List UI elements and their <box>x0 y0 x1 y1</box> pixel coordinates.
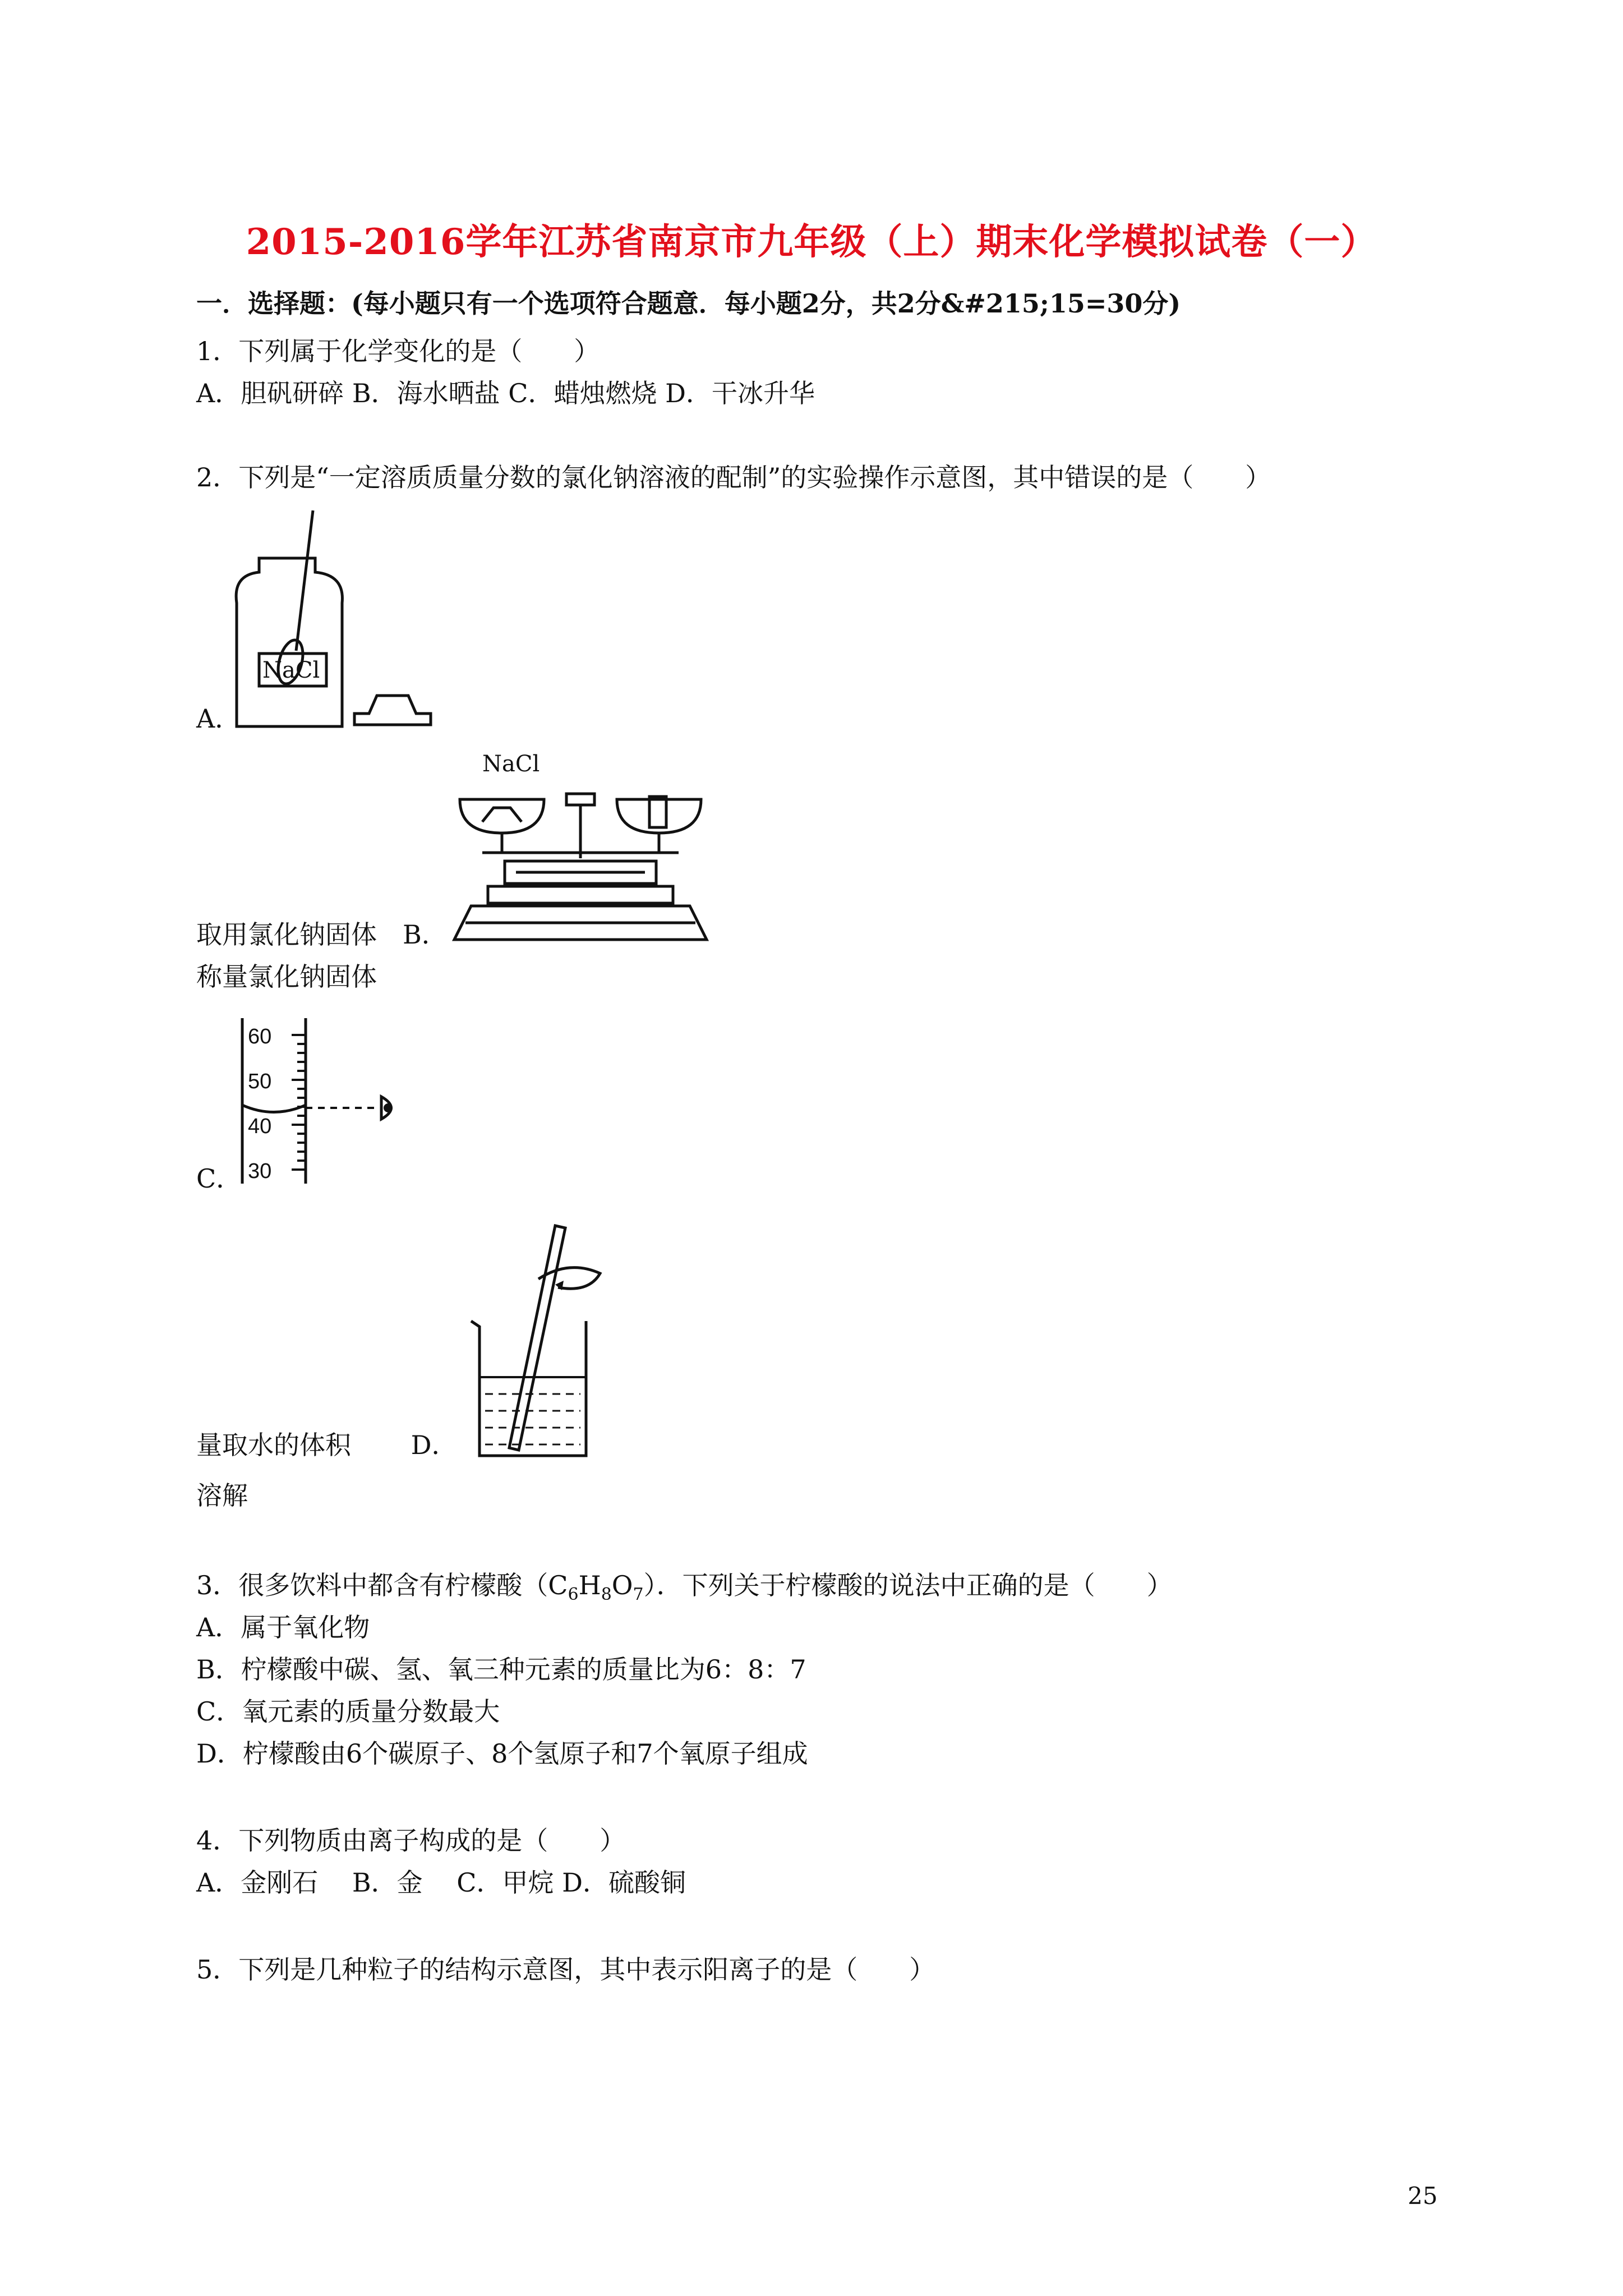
q3-sub-7: 7 <box>633 1585 644 1604</box>
section-heading: 一．选择题：(每小题只有一个选项符合题意．每小题2分，共2分&#215;15=30分) <box>196 288 1181 319</box>
bottle-label-text: NaCl <box>262 657 320 683</box>
q3-stem-before: 3．很多饮料中都含有柠檬酸（C <box>196 1570 568 1600</box>
option-c-letter: C． <box>196 1163 242 1194</box>
question-3-option-b: B．柠檬酸中碳、氢、氧三种元素的质量比为6：8：7 <box>196 1654 806 1685</box>
q3-sub-6: 6 <box>568 1585 579 1604</box>
q3-stem-after: ）．下列关于柠檬酸的说法中正确的是（ ） <box>643 1570 1173 1600</box>
option-d-letter: D． <box>411 1430 458 1460</box>
q3-o: O <box>611 1570 633 1600</box>
exam-title: 2015-2016学年江苏省南京市九年级（上）期末化学模拟试卷（一） <box>246 221 1377 263</box>
question-2-stem: 2．下列是“一定溶质质量分数的氯化钠溶液的配制”的实验操作示意图，其中错误的是（ ） <box>196 462 1271 493</box>
question-3-stem <box>196 1565 1173 1604</box>
question-1-stem: 1．下列属于化学变化的是（ ） <box>196 336 600 366</box>
cylinder-tick-30: 30 <box>248 1159 272 1183</box>
question-5-stem: 5．下列是几种粒子的结构示意图，其中表示阳离子的是（ ） <box>196 1954 935 1985</box>
cylinder-tick-40: 40 <box>248 1115 272 1138</box>
question-3-option-d: D．柠檬酸由6个碳原子、8个氢原子和7个氧原子组成 <box>196 1738 808 1769</box>
option-c-caption-text: 量取水的体积 <box>196 1430 351 1460</box>
option-d-caption: 溶解 <box>196 1480 248 1511</box>
question-4-stem: 4．下列物质由离子构成的是（ ） <box>196 1825 626 1856</box>
question-1-options: A．胆矾研碎 B．海水晒盐 C．蜡烛燃烧 D．干冰升华 <box>196 378 815 408</box>
balance-label-text: NaCl <box>482 751 540 777</box>
page-number: 25 <box>1408 2182 1438 2210</box>
figure-b-balance <box>449 749 718 948</box>
question-3-option-c: C．氧元素的质量分数最大 <box>196 1696 500 1727</box>
option-a-letter: A． <box>196 703 241 734</box>
option-b-letter: B． <box>403 919 448 950</box>
question-3-option-a: A．属于氧化物 <box>196 1612 370 1642</box>
option-b-caption: 称量氯化钠固体 <box>196 961 377 992</box>
q3-h: H <box>578 1570 601 1600</box>
figure-c-graduated-cylinder <box>236 1018 415 1186</box>
cylinder-tick-50: 50 <box>248 1070 272 1093</box>
figure-a-reagent-bottle <box>230 505 437 729</box>
figure-d-beaker-stirring <box>465 1220 634 1464</box>
option-a-caption-text: 取用氯化钠固体 <box>196 919 377 950</box>
q3-sub-8: 8 <box>601 1585 612 1604</box>
option-c-caption <box>196 1425 458 1462</box>
cylinder-tick-60: 60 <box>248 1025 272 1048</box>
option-a-caption <box>196 914 448 951</box>
question-4-options: A．金刚石 B．金 C．甲烷 D．硫酸铜 <box>196 1867 686 1898</box>
